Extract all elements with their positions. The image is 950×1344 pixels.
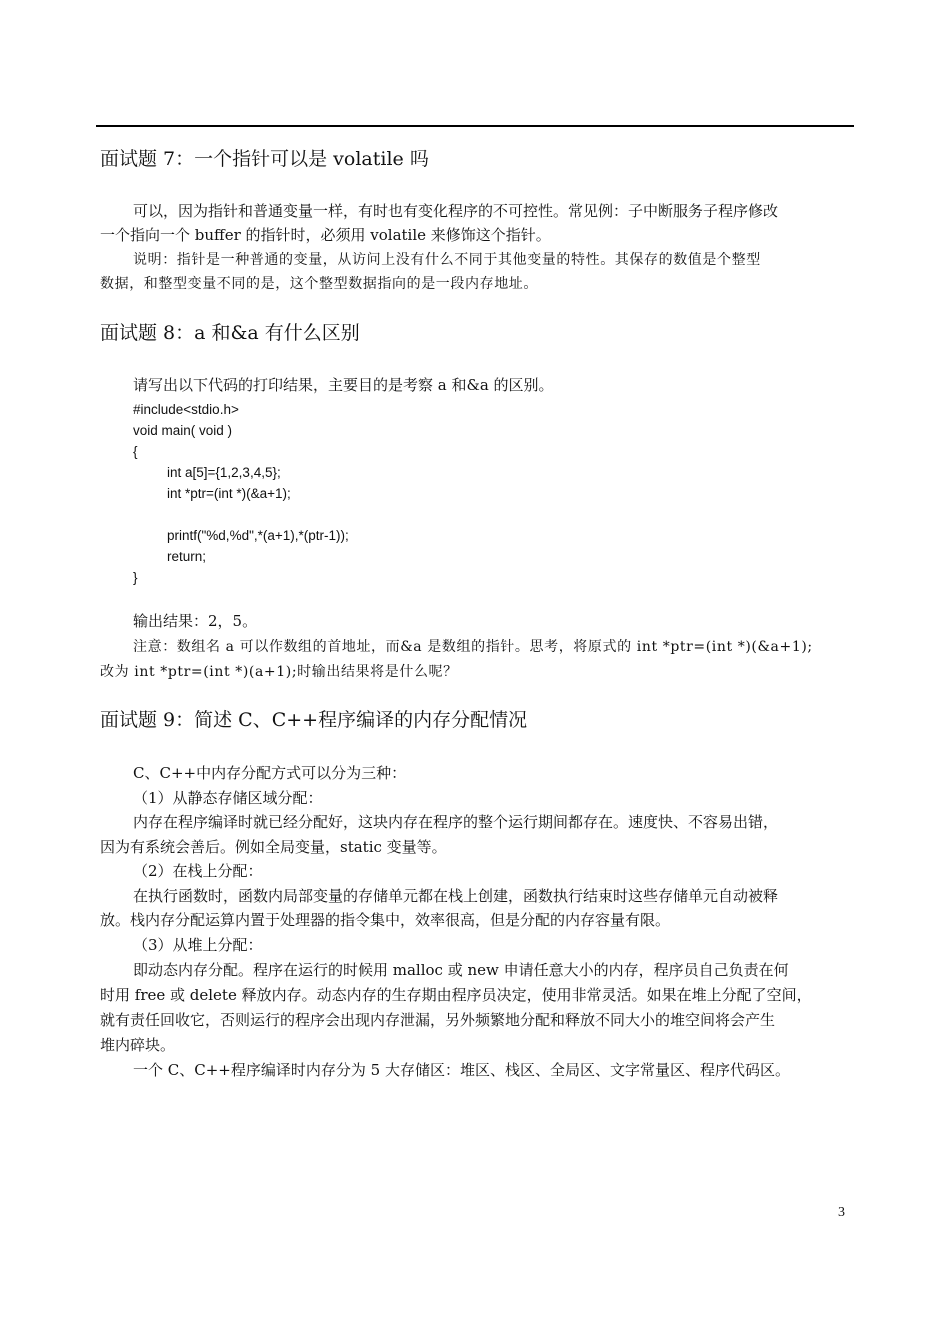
q9-title: 面试题 9：简述 C、C++程序编译的内存分配情况 bbox=[100, 709, 528, 731]
code-line: } bbox=[133, 570, 138, 585]
code-line: int a[5]={1,2,3,4,5}; bbox=[167, 465, 281, 480]
q7-note-line2: 数据，和整型变量不同的是，这个整型数据指向的是一段内存地址。 bbox=[100, 276, 538, 292]
code-line: #include<stdio.h> bbox=[133, 402, 239, 417]
q7-note-line1: 说明：指针是一种普通的变量，从访问上没有什么不同于其他变量的特性。其保存的数值是个整型 bbox=[133, 252, 761, 268]
q8-note-line2: 改为 int *ptr=(int *)(a+1);时输出结果将是什么呢？ bbox=[100, 664, 458, 680]
code-line: void main( void ) bbox=[133, 423, 233, 438]
q9-line: 因为有系统会善后。例如全局变量，static 变量等。 bbox=[100, 838, 447, 856]
q9-line: 即动态内存分配。程序在运行的时候用 malloc 或 new 申请任意大小的内存，程序员自己负责在何 bbox=[133, 961, 789, 979]
q9-line: （1）从静态存储区域分配： bbox=[133, 789, 323, 807]
q9-line: 一个 C、C++程序编译时内存分为 5 大存储区：堆区、栈区、全局区、文字常量区、程序代码区。 bbox=[133, 1061, 790, 1079]
q9-line: 在执行函数时，函数内局部变量的存储单元都在栈上创建，函数执行结束时这些存储单元自动被释 bbox=[133, 887, 779, 905]
code-line: return; bbox=[167, 549, 207, 564]
q8-note-line1: 注意：数组名 a 可以作数组的首地址，而&a 是数组的指针。思考，将原式的 int *ptr=(int *)(&a+1); bbox=[133, 639, 813, 655]
q7-title: 面试题 7：一个指针可以是 volatile 吗 bbox=[100, 148, 429, 170]
code-line: printf("%d,%d",*(a+1),*(ptr-1)); bbox=[167, 528, 349, 543]
q9-line: 时用 free 或 delete 释放内存。动态内存的生存期由程序员决定，使用非常灵活。如果在堆上分配了空间， bbox=[100, 986, 812, 1004]
q7-para-line2: 一个指向一个 buffer 的指针时，必须用 volatile 来修饰这个指针。 bbox=[100, 226, 551, 244]
q9-line: （2）在栈上分配： bbox=[133, 862, 263, 880]
q9-line: 就有责任回收它，否则运行的程序会出现内存泄漏，另外频繁地分配和释放不同大小的堆空间将会产生 bbox=[100, 1011, 776, 1029]
code-line: { bbox=[133, 444, 138, 459]
q9-line: 堆内碎块。 bbox=[100, 1036, 176, 1054]
q9-line: 放。栈内存分配运算内置于处理器的指令集中，效率很高，但是分配的内存容量有限。 bbox=[100, 911, 671, 929]
q7-para-line1: 可以，因为指针和普通变量一样，有时也有变化程序的不可控性。常见例：子中断服务子程序修改 bbox=[133, 202, 779, 220]
q8-intro: 请写出以下代码的打印结果，主要目的是考察 a 和&a 的区别。 bbox=[133, 376, 554, 394]
q9-line: 内存在程序编译时就已经分配好，这块内存在程序的整个运行期间都存在。速度快、不容易出错， bbox=[133, 813, 779, 831]
q8-output: 输出结果：2，5。 bbox=[133, 612, 258, 630]
header-rule bbox=[96, 125, 854, 127]
q8-title: 面试题 8：a 和&a 有什么区别 bbox=[100, 322, 360, 344]
code-line: int *ptr=(int *)(&a+1); bbox=[167, 486, 291, 501]
q9-line: （3）从堆上分配： bbox=[133, 936, 263, 954]
q9-line: C、C++中内存分配方式可以分为三种： bbox=[133, 764, 407, 782]
page-number: 3 bbox=[838, 1205, 845, 1220]
